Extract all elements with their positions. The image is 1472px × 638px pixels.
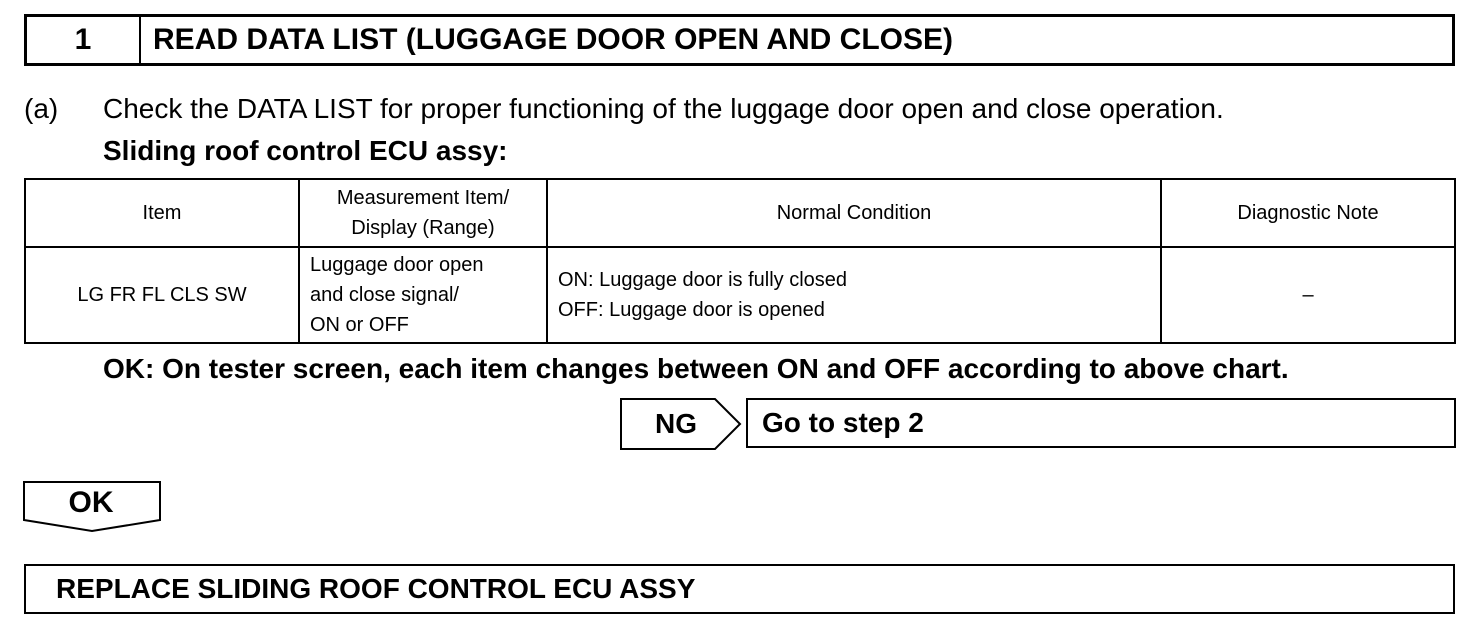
step-title: READ DATA LIST (LUGGAGE DOOR OPEN AND CLOSE)	[153, 23, 953, 56]
cell-measurement	[299, 247, 547, 343]
cell-note: –	[1161, 247, 1455, 343]
header-item: Item	[25, 179, 299, 247]
substep-instruction: Check the DATA LIST for proper functioning of the luggage door open and close operation.	[103, 93, 1224, 124]
ng-target-box: Go to step 2	[746, 398, 1456, 448]
header-note: Diagnostic Note	[1161, 179, 1455, 247]
data-list-table	[24, 178, 1456, 344]
step-header	[24, 14, 1455, 66]
cell-condition-line2: OFF: Luggage door is opened	[558, 299, 825, 321]
ok-label: OK	[68, 486, 114, 519]
cell-condition-line1: ON: Luggage door is fully closed	[558, 269, 848, 291]
cell-measurement-line2: and close signal/	[310, 284, 459, 306]
table-header-row	[25, 179, 1455, 247]
cell-condition	[547, 247, 1161, 343]
step-number: 1	[27, 17, 141, 63]
header-measurement-line2: Display (Range)	[351, 217, 495, 239]
header-condition: Normal Condition	[547, 179, 1161, 247]
header-measurement-line1: Measurement Item/	[336, 187, 510, 209]
header-measurement	[299, 179, 547, 247]
ecu-heading: Sliding roof control ECU assy:	[103, 135, 508, 166]
table-row	[25, 247, 1455, 343]
final-action-box: REPLACE SLIDING ROOF CONTROL ECU ASSY	[24, 564, 1455, 614]
cell-item: LG FR FL CLS SW	[25, 247, 299, 343]
ng-label: NG	[655, 408, 697, 439]
ok-criteria-text: OK: On tester screen, each item changes between ON and OFF according to above chart.	[103, 353, 1289, 384]
cell-measurement-line3: ON or OFF	[310, 314, 409, 336]
substep-letter: (a)	[24, 93, 59, 124]
cell-measurement-line1: Luggage door open	[310, 254, 484, 276]
